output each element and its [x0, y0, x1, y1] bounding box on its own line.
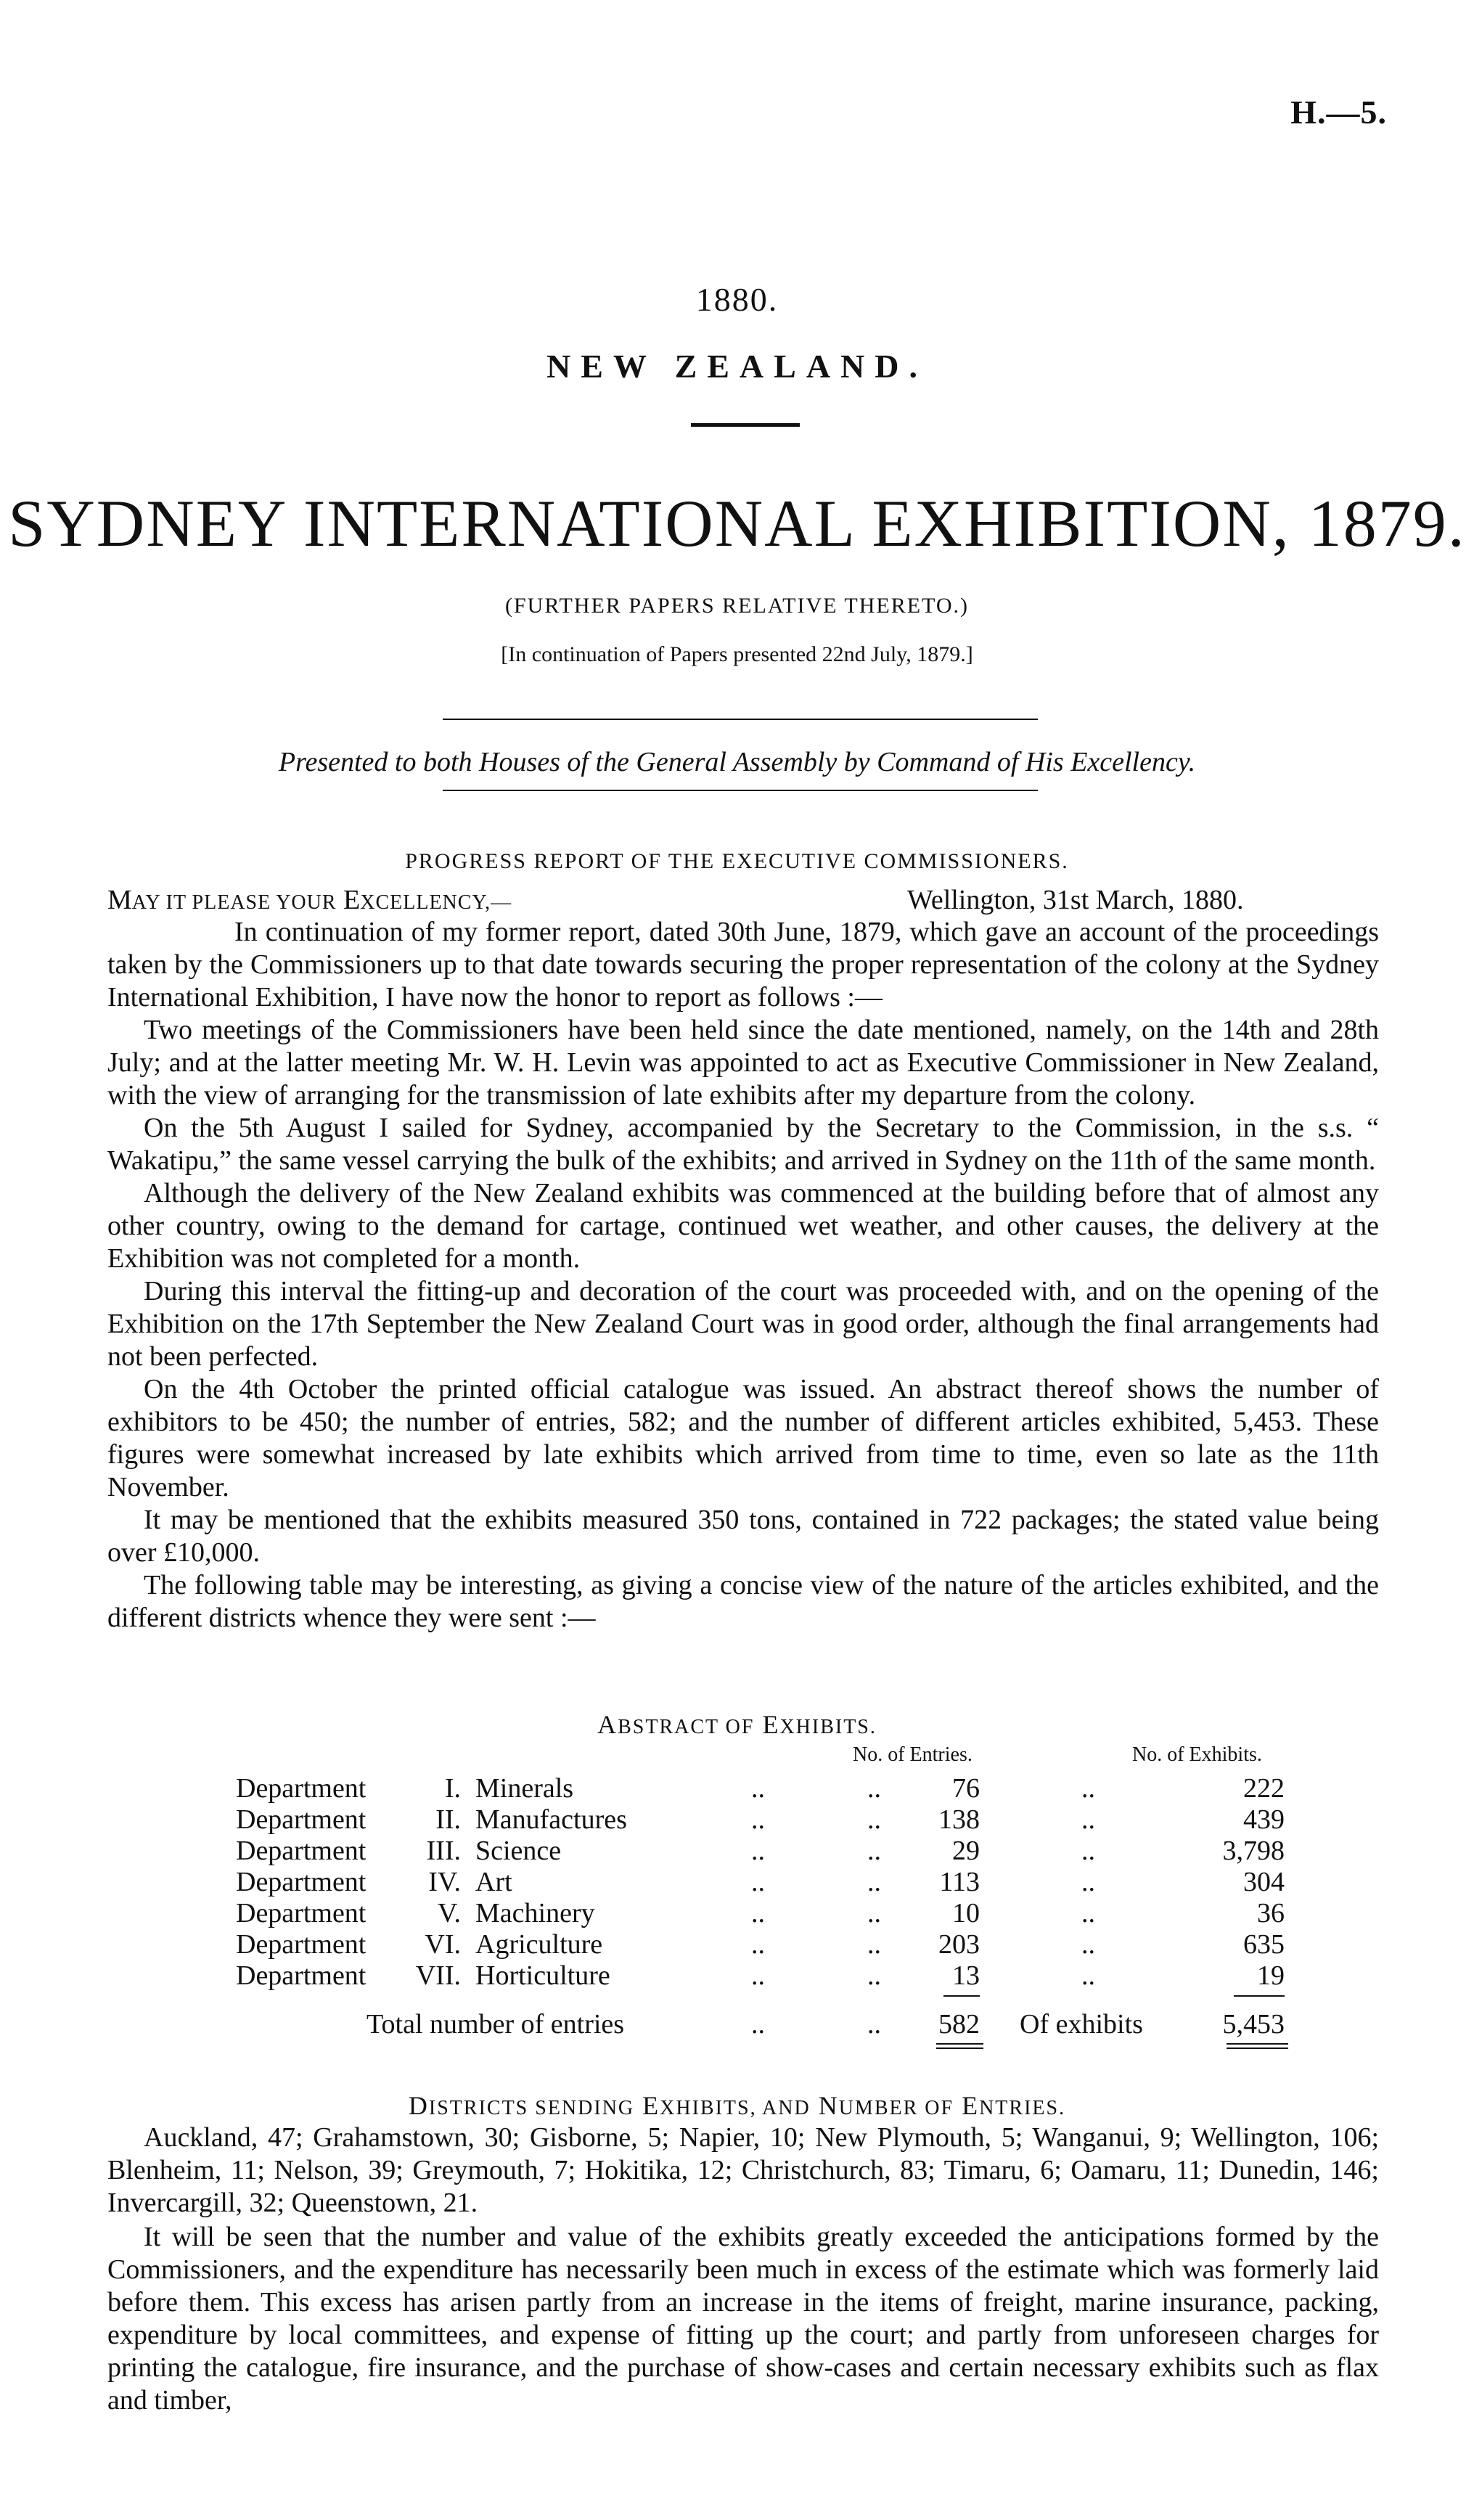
- table-row: [236, 1804, 1324, 1835]
- entries-value: 138: [938, 1804, 980, 1835]
- leader-dots: ..: [867, 2009, 881, 2040]
- department-name: Minerals: [475, 1773, 574, 1804]
- abstract-title-part: BSTRACT OF: [618, 1716, 755, 1738]
- districts-title-part: XHIBITS, AND: [660, 2097, 811, 2119]
- leader-dots: ..: [1081, 1898, 1095, 1928]
- divider-rule: [691, 423, 800, 427]
- districts-title-part: NTRIES.: [979, 2097, 1066, 2119]
- continuation-note: [In continuation of Papers presented 22nd July, 1879.]: [501, 642, 973, 666]
- leader-dots: ..: [867, 1929, 881, 1960]
- entries-value: 76: [952, 1773, 980, 1804]
- department-number: III.: [426, 1836, 461, 1866]
- leader-dots: ..: [867, 1867, 881, 1897]
- table-total-row: [236, 2008, 1324, 2043]
- department-label: Department: [236, 1804, 367, 1835]
- paragraph: Auckland, 47; Grahamstown, 30; Gisborne, 5; Napier, 10; New Plymouth, 5; Wanganui, 9; Wellington, 106; Blenheim, 11; Nelson, 39; Greymouth, 7; Hokitika, 12; Christchurch, 83; Timaru, 6; Oamaru, 11; Dunedin, 146; Invercargill, 32; Queenstown, 21.: [107, 2122, 1379, 2218]
- entries-value: 29: [952, 1836, 980, 1866]
- department-number: VI.: [425, 1929, 461, 1960]
- sum-rules: [236, 1991, 1324, 2008]
- table-row: [236, 1866, 1324, 1897]
- paragraph: In continuation of my former report, dated 30th June, 1879, which gave an account of the proceedings taken by the Commissioners up to that date towards securing the proper representation of the colony at the Sydney International Exhibition, I have now the honor to report as follows :—: [107, 917, 1379, 1012]
- abstract-title-part: XHIBITS.: [779, 1716, 877, 1738]
- paragraph: Although the delivery of the New Zealand exhibits was commenced at the building before that of almost any other country, owing to the demand for cartage, continued wet weather, and other causes, the delivery at the Exhibition was not completed for a month.: [107, 1178, 1379, 1274]
- department-label: Department: [236, 1960, 367, 1991]
- exhibits-value: 19: [1257, 1960, 1285, 1991]
- page-subtitle: (FURTHER PAPERS RELATIVE THERETO.): [504, 594, 970, 618]
- abstract-title-initial: E: [762, 1710, 780, 1739]
- department-name: Science: [475, 1836, 562, 1866]
- table-row: [236, 1928, 1324, 1960]
- report-date: Wellington, 31st March, 1880.: [907, 885, 1244, 915]
- paragraph: On the 5th August I sailed for Sydney, accompanied by the Secretary to the Commission, in the s.s. “ Wakatipu,” the same vessel carrying the bulk of the exhibits; and arrived in Sydney on the 11th of the same month.: [107, 1113, 1379, 1176]
- table-header: [236, 1742, 1324, 1772]
- leader-dots: ..: [1081, 1867, 1095, 1897]
- paragraph: It may be mentioned that the exhibits measured 350 tons, contained in 722 packages; the stated value being over £10,000.: [107, 1505, 1379, 1568]
- document-year: 1880.: [695, 281, 779, 318]
- department-name: Agriculture: [475, 1929, 603, 1960]
- exhibits-value: 635: [1243, 1929, 1285, 1960]
- entries-value: 203: [938, 1929, 980, 1960]
- districts-title-initial: N: [818, 2091, 839, 2120]
- districts-title-part: UMBER OF: [838, 2097, 954, 2119]
- abstract-title: [0, 1709, 1474, 1740]
- table-row: [236, 1960, 1324, 1991]
- department-name: Machinery: [475, 1898, 595, 1928]
- leader-dots: ..: [751, 2009, 765, 2040]
- entries-value: 13: [952, 1960, 980, 1991]
- page-title: SYDNEY INTERNATIONAL EXHIBITION, 1879.: [8, 486, 1466, 560]
- leader-dots: ..: [751, 1867, 765, 1897]
- districts-title-part: ISTRICTS SENDING: [428, 2097, 635, 2119]
- exhibits-value: 222: [1243, 1773, 1285, 1804]
- department-name: Art: [475, 1867, 512, 1897]
- exhibits-value: 3,798: [1222, 1836, 1285, 1866]
- leader-dots: ..: [751, 1929, 765, 1960]
- salutation-initial: M: [107, 885, 132, 915]
- department-label: Department: [236, 1867, 367, 1897]
- leader-dots: ..: [1081, 1804, 1095, 1835]
- salutation-initial-e: E: [343, 885, 361, 915]
- country-heading: NEW ZEALAND.: [546, 348, 928, 385]
- leader-dots: ..: [1081, 1773, 1095, 1804]
- department-label: Department: [236, 1898, 367, 1928]
- exhibits-value: 304: [1243, 1867, 1285, 1897]
- salutation: [107, 884, 512, 916]
- column-header-entries: No. of Entries.: [853, 1743, 973, 1766]
- table-body: [236, 1772, 1324, 1991]
- department-label: Department: [236, 1836, 367, 1866]
- leader-dots: ..: [751, 1960, 765, 1991]
- paragraph: During this interval the fitting-up and decoration of the court was proceeded with, and on the opening of the Exhibition on the 17th September the New Zealand Court was in good order, although the final arrangements had not been perfected.: [107, 1276, 1379, 1372]
- department-name: Horticulture: [475, 1960, 610, 1991]
- entries-value: 113: [939, 1867, 980, 1897]
- leader-dots: ..: [751, 1804, 765, 1835]
- department-label: Department: [236, 1773, 367, 1804]
- total-exhibits: 5,453: [1222, 2009, 1285, 2040]
- leader-dots: ..: [751, 1836, 765, 1866]
- leader-dots: ..: [867, 1898, 881, 1928]
- total-entries: 582: [938, 2009, 980, 2040]
- table-row: [236, 1835, 1324, 1866]
- districts-title-initial: E: [962, 2091, 980, 2120]
- department-number: IV.: [428, 1867, 461, 1897]
- department-number: V.: [437, 1898, 461, 1928]
- presented-line: Presented to both Houses of the General Assembly by Command of His Excellency.: [278, 747, 1196, 777]
- table-row: [236, 1897, 1324, 1928]
- leader-dots: ..: [867, 1960, 881, 1991]
- districts-title-initial: D: [408, 2091, 429, 2120]
- closing-text: [107, 2221, 1379, 2417]
- report-heading: PROGRESS REPORT OF THE EXECUTIVE COMMISSIONERS.: [405, 849, 1069, 873]
- districts-title: [0, 2090, 1474, 2121]
- paragraph: The following table may be interesting, as giving a concise view of the nature of the articles exhibited, and the different districts whence they were sent :—: [107, 1570, 1379, 1633]
- department-label: Department: [236, 1929, 367, 1960]
- report-body: [107, 916, 1379, 1635]
- double-rules: [236, 2043, 1324, 2058]
- leader-dots: ..: [1081, 1836, 1095, 1866]
- abstract-table: [236, 1742, 1324, 2058]
- leader-dots: ..: [1081, 1929, 1095, 1960]
- abstract-title-initial: A: [597, 1710, 618, 1739]
- salutation-end: XCELLENCY,—: [360, 891, 512, 914]
- total-of-label: Of exhibits: [1020, 2009, 1143, 2040]
- department-number: II.: [435, 1804, 461, 1835]
- leader-dots: ..: [867, 1836, 881, 1866]
- salutation-smallcaps: AY IT PLEASE YOUR: [131, 891, 337, 914]
- leader-dots: ..: [751, 1773, 765, 1804]
- divider-rule: [443, 790, 1038, 791]
- exhibits-value: 439: [1243, 1804, 1285, 1835]
- paragraph: It will be seen that the number and value of the exhibits greatly exceeded the anticipations formed by the Commissioners, and the expenditure has necessarily been much in excess of the estimate which was formerly laid before them. This excess has arisen partly from an increase in the items of freight, marine insurance, packing, expenditure by local committees, and expense of fitting up the court; and partly from unforeseen charges for printing the catalogue, fire insurance, and the purchase of show-cases and certain necessary exhibits such as flax and timber,: [107, 2222, 1379, 2415]
- districts-title-initial: E: [642, 2091, 660, 2120]
- total-label: Total number of entries: [367, 2009, 625, 2040]
- exhibits-value: 36: [1257, 1898, 1285, 1928]
- leader-dots: ..: [751, 1898, 765, 1928]
- entries-value: 10: [952, 1898, 980, 1928]
- leader-dots: ..: [1081, 1960, 1095, 1991]
- department-name: Manufactures: [475, 1804, 627, 1835]
- leader-dots: ..: [867, 1804, 881, 1835]
- paragraph: On the 4th October the printed official catalogue was issued. An abstract thereof shows the number of exhibitors to be 450; the number of entries, 582; and the number of different articles exhibited, 5,453. These figures were somewhat increased by late exhibits which arrived from time to time, even so late as the 11th November.: [107, 1374, 1379, 1502]
- table-row: [236, 1772, 1324, 1804]
- document-reference: H.—5.: [1290, 94, 1387, 131]
- divider-rule: [443, 719, 1038, 720]
- column-header-exhibits: No. of Exhibits.: [1132, 1743, 1262, 1766]
- department-number: VII.: [415, 1960, 461, 1991]
- districts-list: [107, 2122, 1379, 2220]
- leader-dots: ..: [867, 1773, 881, 1804]
- paragraph: Two meetings of the Commissioners have been held since the date mentioned, namely, on the 14th and 28th July; and at the latter meeting Mr. W. H. Levin was appointed to act as Executive Commissioner in New Zealand, with the view of arranging for the transmission of late exhibits after my departure from the colony.: [107, 1015, 1379, 1110]
- department-number: I.: [444, 1773, 461, 1804]
